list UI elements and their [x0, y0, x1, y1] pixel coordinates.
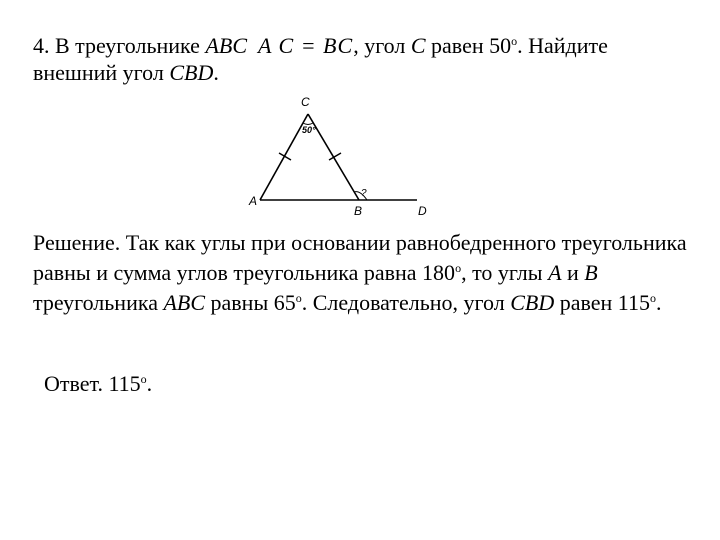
side-ac — [260, 114, 308, 200]
label-d: D — [418, 204, 427, 217]
label-a: A — [249, 194, 258, 208]
label-unknown: ? — [361, 188, 367, 199]
target-angle: CBD — [169, 60, 214, 85]
triangle-figure — [245, 92, 435, 217]
angle-value: 50 — [489, 33, 512, 58]
degree-sign: о — [511, 34, 518, 48]
label-b: B — [354, 204, 363, 217]
problem-line-1: 4. В треугольнике ABC A C = BC, угол C равен $50^о$. Найдите — [33, 33, 608, 58]
label-c: C — [301, 95, 310, 109]
solution-text: Решение. Так как углы при основании равнобедренного треугольника равны и сумма углов треугольника равна $180^о$, то углы A и B треугольника ABC равны $65^о$. Следовательно, угол CBD равен $115^о$. — [33, 230, 687, 315]
problem-statement — [33, 32, 703, 86]
problem-number: 4. — [33, 33, 50, 58]
triangle-name: ABC — [205, 33, 247, 58]
problem-line-2: внешний угол CBD. — [33, 60, 219, 85]
answer-text: Ответ. $115^о$. — [44, 371, 153, 396]
angle-vertex: C — [410, 33, 426, 58]
label-angle-50: 50° — [302, 125, 316, 135]
equality-condition: A C = BC — [258, 33, 354, 58]
